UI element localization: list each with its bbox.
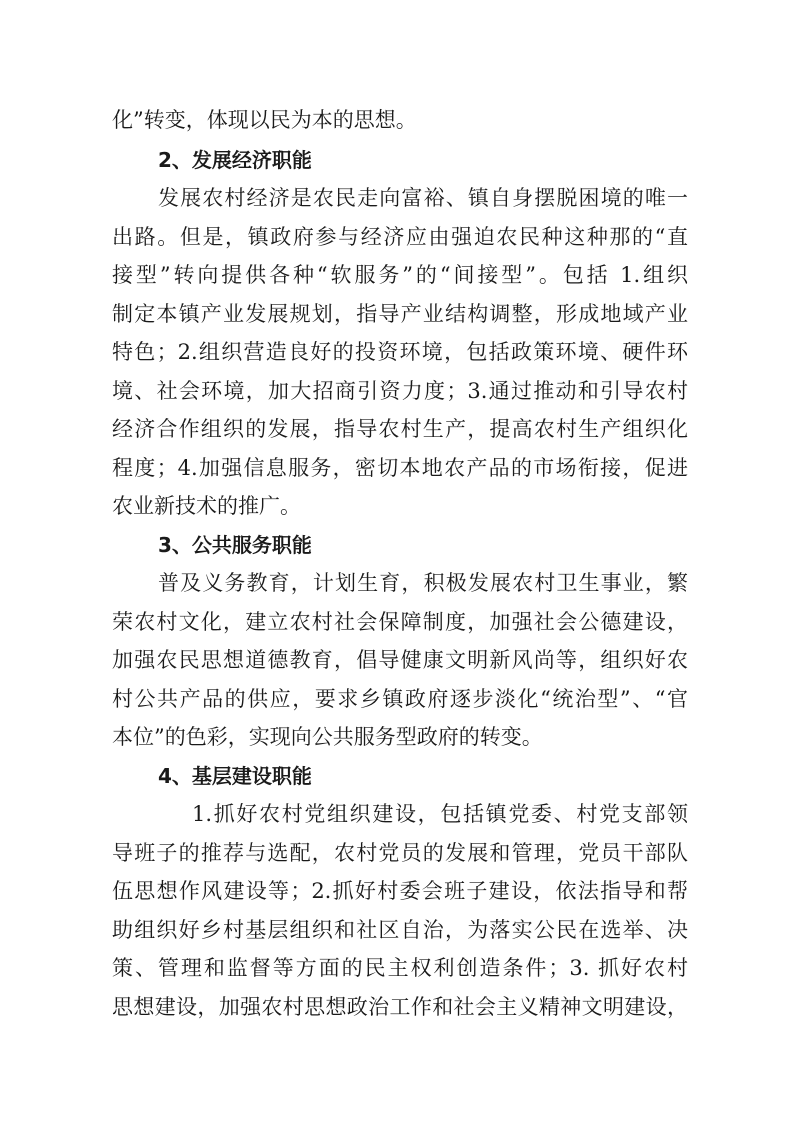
paragraph-line: 普及义务教育，计划生育，积极发展农村卫生事业，繁 (158, 571, 688, 595)
paragraph-line: 助组织好乡村基层组织和社区自治，为落实公民在选举、决 (112, 918, 688, 942)
paragraph-line: 经济合作组织的发展，指导农村生产，提高农村生产组织化 (112, 417, 688, 441)
paragraph-line: 村公共产品的供应，要求乡镇政府逐步淡化“统治型”、“官 (112, 687, 688, 711)
paragraph-line: 导班子的推荐与选配，农村党员的发展和管理，党员干部队 (112, 841, 688, 865)
paragraph-line: 思想建设，加强农村思想政治工作和社会主义精神文明建设， (112, 995, 688, 1019)
section-heading: 3、公共服务职能 (158, 533, 312, 557)
paragraph-line: 发展农村经济是农民走向富裕、镇自身摆脱困境的唯一 (158, 186, 688, 210)
paragraph-line: 特色；2.组织营造良好的投资环境，包括政策环境、硬件环 (112, 340, 688, 364)
paragraph-line: 1.抓好农村党组织建设，包括镇党委、村党支部领 (192, 802, 688, 826)
paragraph-line: 化”转变，体现以民为本的思想。 (112, 108, 417, 132)
section-heading: 2、发展经济职能 (158, 148, 312, 172)
paragraph-line: 农业新技术的推广。 (112, 494, 301, 518)
paragraph-line: 出路。但是，镇政府参与经济应由强迫农民种这种那的“直 (112, 225, 688, 249)
paragraph-line: 加强农民思想道德教育，倡导健康文明新风尚等，组织好农 (112, 648, 688, 672)
section-heading: 4、基层建设职能 (158, 764, 312, 788)
paragraph-line: 伍思想作风建设等；2.抓好村委会班子建设，依法指导和帮 (112, 879, 688, 903)
paragraph-line: 制定本镇产业发展规划，指导产业结构调整，形成地域产业 (112, 302, 688, 326)
paragraph-line: 境、社会环境，加大招商引资力度；3.通过推动和引导农村 (112, 379, 688, 403)
paragraph-line: 本位”的色彩，实现向公共服务型政府的转变。 (112, 725, 543, 749)
paragraph-line: 接型”转向提供各种“软服务”的“间接型”。包括 1.组织 (112, 263, 688, 287)
paragraph-line: 程度；4.加强信息服务，密切本地农产品的市场衔接，促进 (112, 456, 688, 480)
paragraph-line: 策、管理和监督等方面的民主权利创造条件；3. 抓好农村 (112, 956, 688, 980)
paragraph-line: 荣农村文化，建立农村社会保障制度，加强社会公德建设， (112, 610, 688, 634)
